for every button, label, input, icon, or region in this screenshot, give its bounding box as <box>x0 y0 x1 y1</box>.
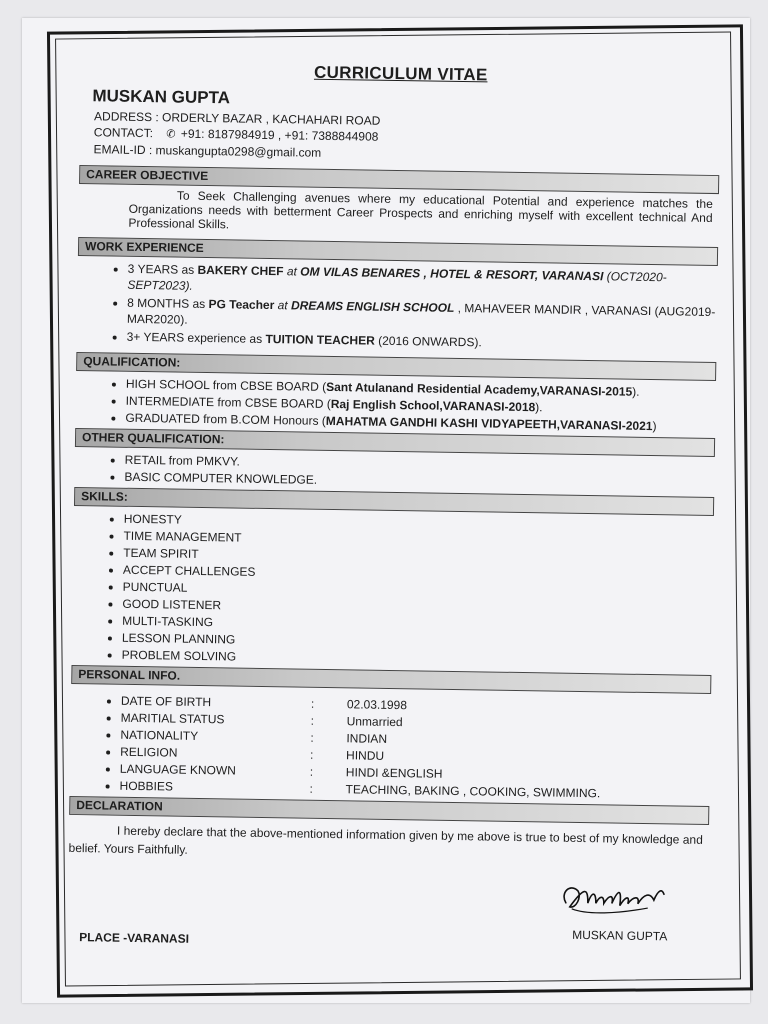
skill-item: • MULTI-TASKING <box>122 613 712 639</box>
skill-item: • LESSON PLANNING <box>122 630 712 656</box>
skill-item: • HONESTY <box>124 511 714 537</box>
personal-info-label: • MARITIAL STATUS <box>120 710 225 727</box>
qualification-list <box>75 375 716 436</box>
work-period: (2016 ONWARDS). <box>374 333 482 350</box>
qualification-text: ). <box>535 400 543 415</box>
career-objective-text: To Seek Challenging avenues where my educational Potential and experience matches the Organizations needs with betterment Career Prospects and enriching myself with excellent technical And Professional Skills. <box>128 188 713 232</box>
personal-info-label: • RELIGION <box>120 744 178 760</box>
personal-info-label: • HOBBIES <box>119 778 174 794</box>
contact-label: CONTACT: <box>93 125 154 141</box>
work-role: BAKERY CHEF <box>197 262 284 279</box>
qualification-institution: Sant Atulanand Residential Academy,VARANASI-2015 <box>326 379 633 399</box>
work-employer: OM VILAS BENARES , HOTEL & RESORT, VARANASI <box>300 264 604 284</box>
other-qualification-item: • BASIC COMPUTER KNOWLEDGE. <box>124 469 714 495</box>
skill-item: • PROBLEM SOLVING <box>122 647 712 673</box>
work-text: 8 MONTHS as <box>127 295 209 312</box>
personal-info-colon: : <box>310 730 314 745</box>
skill-item: • TEAM SPIRIT <box>123 545 713 571</box>
work-text: 3 YEARS as <box>127 261 198 277</box>
whatsapp-icon: ✆ <box>166 128 176 141</box>
qualification-text: ) <box>652 419 657 434</box>
section-skills: SKILLS: <box>74 487 714 516</box>
personal-info-label: • DATE OF BIRTH <box>120 693 212 710</box>
personal-info-label: • NATIONALITY <box>120 727 199 743</box>
personal-info-colon: : <box>309 781 314 796</box>
document-title: CURRICULUM VITAE <box>313 62 488 85</box>
skill-item: • TIME MANAGEMENT <box>123 528 713 554</box>
cv-content <box>67 43 721 973</box>
work-role: TUITION TEACHER <box>265 331 375 348</box>
work-text: at <box>274 298 292 313</box>
section-work-experience: WORK EXPERIENCE <box>78 237 718 266</box>
contact-block <box>93 108 720 167</box>
section-declaration: DECLARATION <box>69 796 709 825</box>
personal-info-colon: : <box>309 764 314 779</box>
qualification-text: ). <box>632 384 640 399</box>
section-personal-info: PERSONAL INFO. <box>71 665 711 694</box>
personal-info-value: Unmarried <box>346 714 403 730</box>
qualification-text: GRADUATED from B.COM Honours ( <box>125 410 326 428</box>
personal-info-colon: : <box>310 747 314 762</box>
personal-info-value: INDIAN <box>346 731 388 746</box>
section-qualification: QUALIFICATION: <box>76 352 716 381</box>
other-qualification-item: • RETAIL from PMKVY. <box>125 452 715 478</box>
section-other-qualification: OTHER QUALIFICATION: <box>75 428 715 457</box>
work-employer: DREAMS ENGLISH SCHOOL <box>290 298 455 315</box>
work-text: at <box>283 264 301 279</box>
skill-item: • PUNCTUAL <box>123 579 713 605</box>
address-line: ADDRESS : ORDERLY BAZAR , KACHAHARI ROAD <box>94 109 381 128</box>
personal-info-label: • LANGUAGE KNOWN <box>119 761 236 778</box>
footer <box>67 857 709 977</box>
declaration-text: I hereby declare that the above-mentioned information given by me above is true to best of my knowledge and belief. Yours Faithfully. <box>68 823 703 857</box>
skill-item: • GOOD LISTENER <box>122 596 712 622</box>
personal-info-colon: : <box>310 713 315 728</box>
personal-info-value: HINDI &ENGLISH <box>345 765 443 781</box>
work-period: , MAHAVEER MANDIR , VARANASI (AUG2019-MAR2020). <box>126 300 716 327</box>
skills-list <box>72 510 714 673</box>
qualification-institution: MAHATMA GANDHI KASHI VIDYAPEETH,VARANASI-2021 <box>325 413 653 434</box>
qualification-institution: Raj English School,VARANASI-2018 <box>330 396 536 415</box>
personal-info-value: TEACHING, BAKING , COOKING, SWIMMING. <box>345 782 601 801</box>
signature-image <box>558 873 669 925</box>
contact-numbers: +91: 8187984919 , +91: 7388844908 <box>180 126 379 144</box>
qualification-text: HIGH SCHOOL from CBSE BOARD ( <box>125 376 327 394</box>
personal-info-list <box>69 692 711 804</box>
work-role: PG Teacher <box>208 297 275 313</box>
work-list <box>77 260 718 354</box>
personal-info-value: HINDU <box>346 748 385 763</box>
personal-info-value: 02.03.1998 <box>346 697 408 713</box>
work-text: 3+ YEARS experience as <box>126 329 266 346</box>
skill-item: • ACCEPT CHALLENGES <box>123 562 713 588</box>
section-career-objective: CAREER OBJECTIVE <box>79 165 719 194</box>
email-line: EMAIL-ID : muskangupta0298@gmail.com <box>93 142 322 160</box>
document-page <box>22 18 750 1003</box>
signature-name: MUSKAN GUPTA <box>572 927 668 944</box>
applicant-name: MUSKAN GUPTA <box>92 85 231 107</box>
work-period: (OCT2020-SEPT2023). <box>127 269 667 293</box>
qualification-text: INTERMEDIATE from CBSE BOARD ( <box>125 393 331 411</box>
personal-info-colon: : <box>310 696 315 711</box>
place: PLACE -VARANASI <box>79 930 190 946</box>
